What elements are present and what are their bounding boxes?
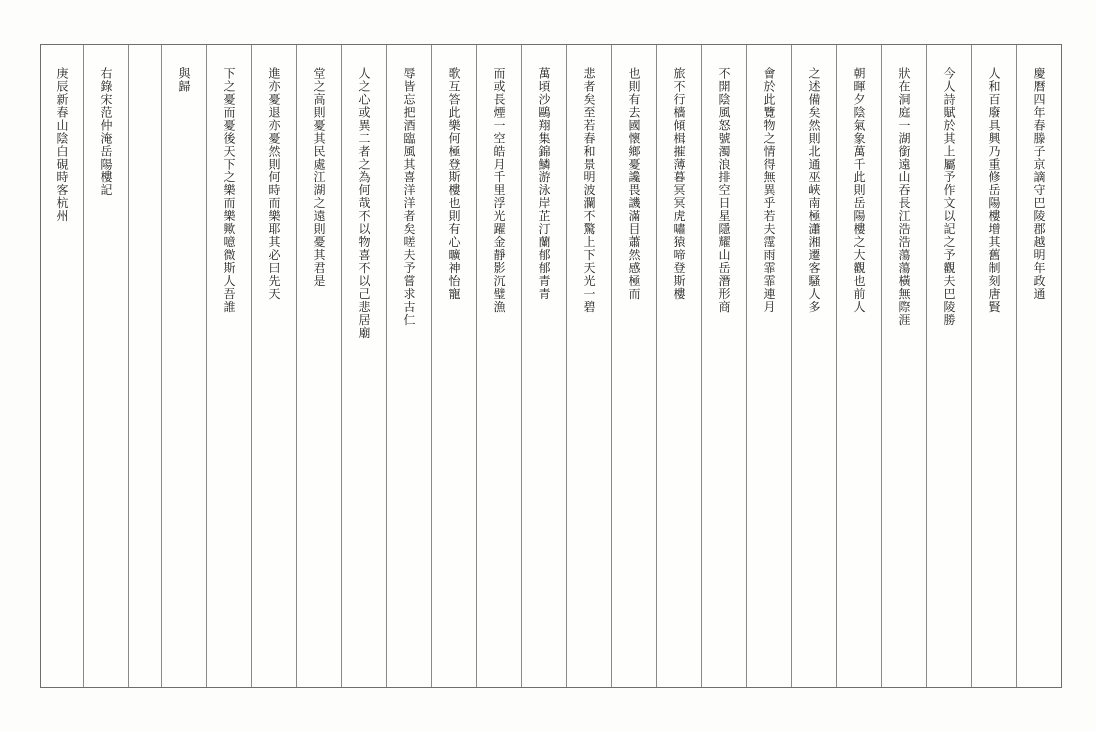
column-text: 悲者矣至若春和景明波瀾不驚上下天光一碧 — [582, 67, 596, 314]
column-text: 歌互答此樂何極登斯樓也則有心曠神怡寵 — [447, 67, 461, 301]
colophon-text: 庚辰新春山陰白硯時客杭州 — [55, 67, 69, 223]
blank-column — [128, 45, 161, 687]
text-column-18 — [251, 45, 296, 687]
column-text: 辱皆忘把酒臨風其喜洋洋者矣嗟夫予嘗求古仁 — [402, 67, 416, 327]
text-column-11 — [566, 45, 611, 687]
text-column-17 — [296, 45, 341, 687]
text-column-16 — [341, 45, 386, 687]
text-column-12 — [521, 45, 566, 687]
column-text: 堂之高則憂其民處江湖之遠則憂其君是 — [312, 67, 326, 288]
column-text: 不開陰風怒號濁浪排空日星隱耀山岳潛形商 — [717, 67, 731, 314]
column-text: 之述備矣然則北通巫峽南極瀟湘遷客騷人多 — [807, 67, 821, 314]
text-column-2 — [971, 45, 1016, 687]
text-column-19 — [206, 45, 251, 687]
text-column-7 — [746, 45, 791, 687]
text-column-1 — [1016, 45, 1061, 687]
text-column-3 — [926, 45, 971, 687]
column-text: 人之心或異二者之為何哉不以物喜不以己悲居廟 — [357, 67, 371, 340]
column-text: 下之憂而憂後天下之樂而樂歟噫微斯人吾誰 — [222, 67, 236, 314]
colophon-column — [41, 45, 83, 687]
column-text: 萬頃沙鷗翔集錦鱗游泳岸芷汀蘭郁郁青青 — [537, 67, 551, 301]
text-column-4 — [881, 45, 926, 687]
column-text: 旅不行檣傾楫摧薄暮冥冥虎嘯猿啼登斯樓 — [672, 67, 686, 301]
column-text: 朝暉夕陰氣象萬千此則岳陽樓之大觀也前人 — [852, 67, 866, 314]
column-text: 狀在洞庭一湖銜遠山吞長江浩浩蕩蕩橫無際涯 — [897, 67, 911, 327]
text-column-14 — [431, 45, 476, 687]
text-column-6 — [791, 45, 836, 687]
attribution-text: 右錄宋范仲淹岳陽樓記 — [99, 67, 113, 197]
column-text: 會於此覽物之情得無異乎若夫霪雨霏霏連月 — [762, 67, 776, 314]
manuscript-grid-sheet — [40, 44, 1062, 688]
text-column-13 — [476, 45, 521, 687]
text-column-15 — [386, 45, 431, 687]
column-text: 進亦憂退亦憂然則何時而樂耶其必曰先天 — [267, 67, 281, 301]
text-column-5 — [836, 45, 881, 687]
column-text: 人和百廢具興乃重修岳陽樓增其舊制刻唐賢 — [987, 67, 1001, 314]
text-column-10 — [611, 45, 656, 687]
text-column-8 — [701, 45, 746, 687]
column-text: 也則有去國懷鄉憂讒畏譏滿目蕭然感極而 — [627, 67, 641, 301]
attribution-column — [83, 45, 128, 687]
column-text: 慶曆四年春滕子京謫守巴陵郡越明年政通 — [1032, 67, 1046, 301]
column-text: 今人詩賦於其上屬予作文以記之予觀夫巴陵勝 — [942, 67, 956, 327]
column-text: 而或長煙一空皓月千里浮光躍金靜影沉璧漁 — [492, 67, 506, 314]
text-column-9 — [656, 45, 701, 687]
column-text: 與歸 — [177, 67, 191, 93]
text-column-20 — [161, 45, 206, 687]
